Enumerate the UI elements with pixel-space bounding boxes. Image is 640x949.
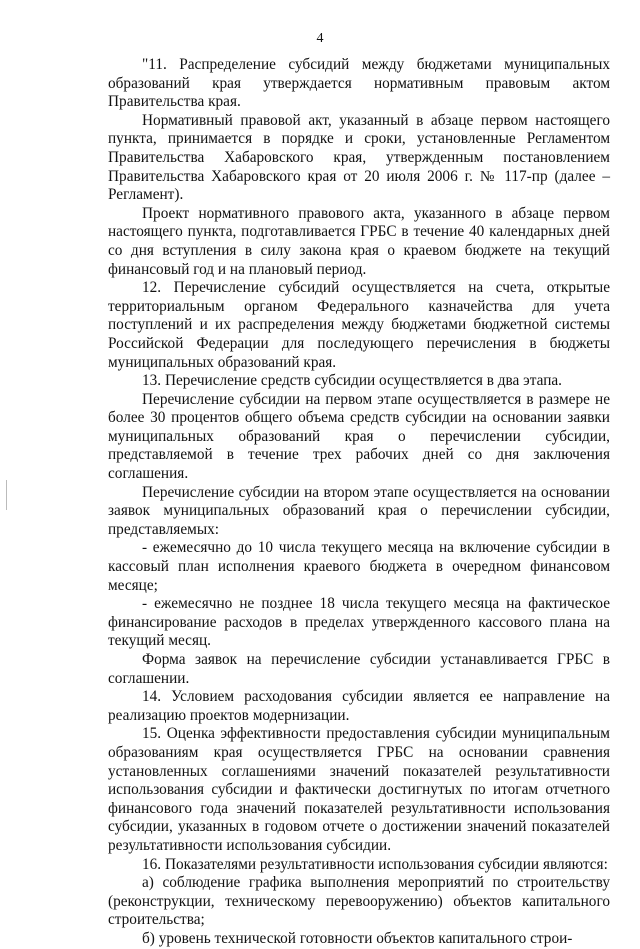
document-body xyxy=(108,56,610,949)
list-item-b: б) уровень технической готовности объектов капитального строи- xyxy=(142,929,573,947)
scan-edge-mark xyxy=(6,480,7,510)
paragraph-11-draft-act: Проект нормативного правового акта, указанного в абзаце первом настоящего пункта, подготавливается ГРБС в течение 40 календарных дней со дня вступления в силу закона края о краевом бюджете на текущий финансовый год и на плановый период. xyxy=(108,204,610,278)
paragraph-16: 16. Показателями результативности использования субсидии являются: xyxy=(142,855,608,873)
paragraph-13-first-stage: Перечисление субсидии на первом этапе осуществляется в размере не более 30 процентов общего объема средств субсидии на основании заявки муниципальных образований края о перечислении субсидии, представляемой в течение трех рабочих дней со дня заключения соглашения. xyxy=(108,390,610,483)
page-number: 4 xyxy=(316,31,324,46)
paragraph-15: 15. Оценка эффективности предоставления субсидии муниципальным образованиям края осуществляется ГРБС на основании сравнения установленных соглашениями значений показателей результативности использования субсидии и фактически достигнутых по итогам отчетного финансового года значений показателей результативности использования субсидии, указанных в годовом отчете о достижении значений показателей результативности использования субсидии. xyxy=(108,725,610,854)
paragraph-11-normative-act: Нормативный правовой акт, указанный в абзаце первом настоящего пункта, принимается в порядке и сроки, установленные Регламентом Правительства Хабаровского края, утвержденным постановлением Правительства Хабаровского края от 20 июля 2006 г. № 117-пр (далее – Регламент). xyxy=(108,111,610,204)
paragraph-13: 13. Перечисление средств субсидии осуществляется в два этапа. xyxy=(142,372,562,390)
paragraph-12: 12. Перечисление субсидий осуществляется на счета, открытые территориальным органом Федерального казначейства для учета поступлений и их распределения между бюджетами бюджетной системы Российской Федерации для последующего перечисления в бюджеты муниципальных образований края. xyxy=(108,279,610,371)
list-item-monthly-18th: - ежемесячно не позднее 18 числа текущего месяца на фактическое финансирование расходов в пределах утвержденного кассового плана на текущий месяц. xyxy=(108,595,610,650)
list-item-a: а) соблюдение графика выполнения мероприятий по строительству (реконструкции, техническому перевооружению) объектов капитального строительства; xyxy=(108,874,610,929)
list-item-monthly-10th: - ежемесячно до 10 числа текущего месяца на включение субсидии в кассовый план исполнения краевого бюджета в очередном финансовом месяце; xyxy=(108,539,610,594)
paragraph-13-second-stage: Перечисление субсидии на втором этапе осуществляется на основании заявок муниципальных образований края о перечислении субсидии, представляемых: xyxy=(108,483,610,538)
paragraph-13-application-form: Форма заявок на перечисление субсидии устанавливается ГРБС в соглашении. xyxy=(108,651,610,687)
paragraph-11: "11. Распределение субсидий между бюджетами муниципальных образований края утверждается нормативным правовым актом Правительства края. xyxy=(108,56,610,111)
paragraph-14: 14. Условием расходования субсидии является ее направление на реализацию проектов модернизации. xyxy=(108,688,610,724)
